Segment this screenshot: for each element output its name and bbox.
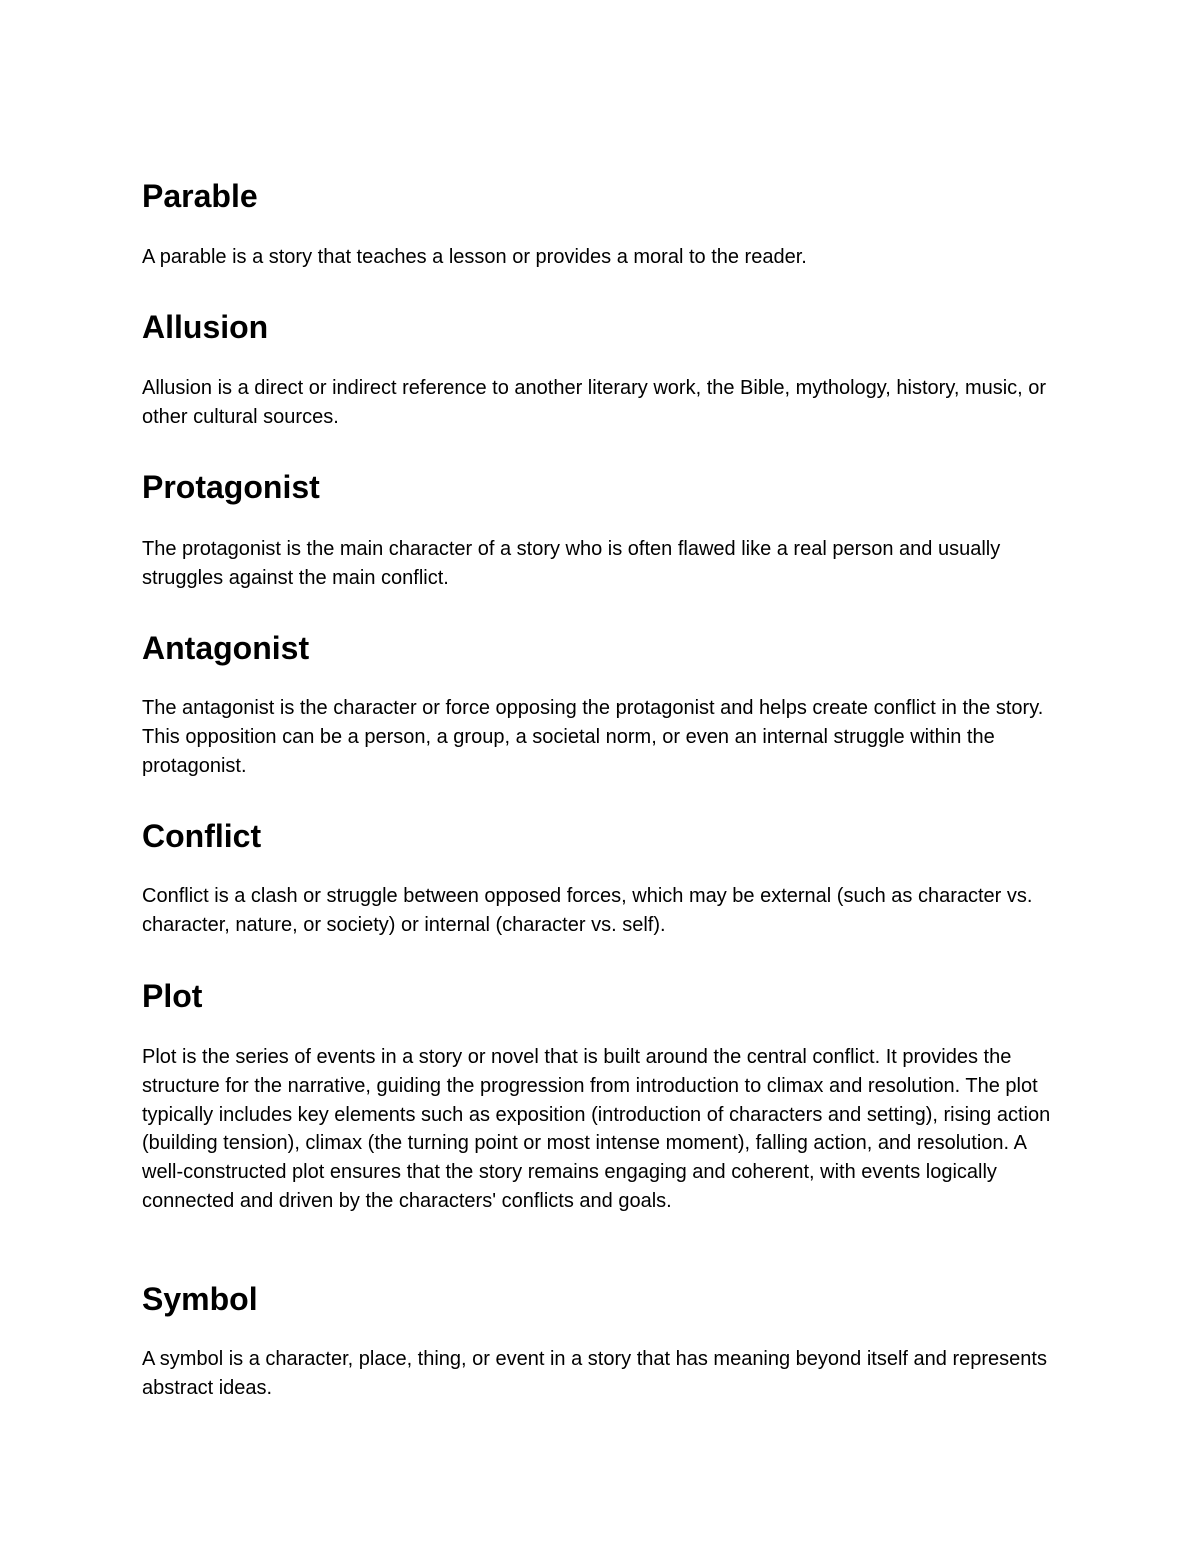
term-title-symbol: Symbol: [142, 1281, 258, 1317]
term-title-protagonist: Protagonist: [142, 469, 320, 505]
term-title-conflict: Conflict: [142, 818, 262, 854]
term-definition-allusion: Allusion is a direct or indirect reference to another literary work, the Bible, mythology, history, music, or other cultural sources.: [142, 377, 1047, 428]
term-title-allusion: Allusion: [142, 309, 269, 345]
term-title-parable: Parable: [142, 178, 258, 214]
term-title-plot: Plot: [142, 978, 203, 1014]
term-definition-symbol: A symbol is a character, place, thing, or event in a story that has meaning beyond itself and represents abstract ideas.: [142, 1348, 1047, 1399]
term-title-antagonist: Antagonist: [142, 630, 310, 666]
term-definition-plot: Plot is the series of events in a story or novel that is built around the central conflict. It provides the structure for the narrative, guiding the progression from introduction to climax and resolution. The plot typically includes key elements such as exposition (introduction of characters and setting), rising action (building tension), climax (the turning point or most intense moment), falling action, and resolution. A well-constructed plot ensures that the story remains engaging and coherent, with events logically connected and driven by the characters' conflicts and goals.: [142, 1046, 1051, 1212]
term-definition-parable: A parable is a story that teaches a lesson or provides a moral to the reader.: [142, 246, 807, 268]
term-definition-protagonist: The protagonist is the main character of a story who is often flawed like a real person and usually struggles against the main conflict.: [142, 538, 1001, 589]
term-definition-antagonist: The antagonist is the character or force opposing the protagonist and helps create conflict in the story. This opposition can be a person, a group, a societal norm, or even an internal struggle within the protagonist.: [142, 697, 1044, 777]
term-definition-conflict: Conflict is a clash or struggle between opposed forces, which may be external (such as character vs. character, nature, or society) or internal (character vs. self).: [142, 885, 1033, 936]
